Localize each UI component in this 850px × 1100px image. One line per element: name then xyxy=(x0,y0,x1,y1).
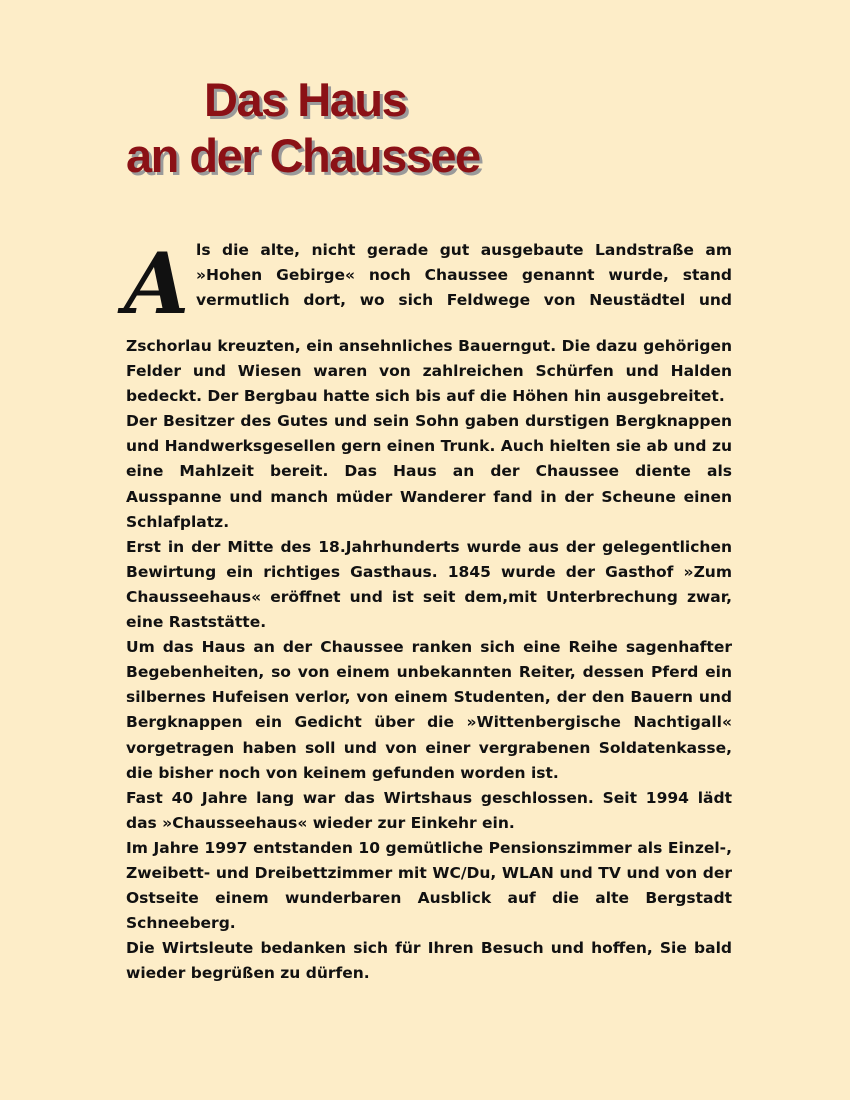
paragraph-2: Der Besitzer des Gutes und sein Sohn gaben durstigen Bergknappen und Handwerksgesellen gern einen Trunk. Auch hielten sie ab und zu eine Mahlzeit bereit. Das Haus an der Chaussee diente als Ausspanne und manch müder Wanderer fand in der Scheune einen Schlafplatz. xyxy=(126,412,732,531)
paragraph-6: Im Jahre 1997 entstanden 10 gemütliche Pensionszimmer als Einzel-, Zweibett- und Dreibettzimmer mit WC/Du, WLAN und TV und von der Ostseite einem wunderbaren Ausblick auf die alte Bergstadt Schneeberg. xyxy=(126,838,732,933)
drop-cap: A xyxy=(124,234,190,333)
paragraph-5: Fast 40 Jahre lang war das Wirtshaus geschlossen. Seit 1994 lädt das »Chausseehaus« wieder zur Einkehr ein. xyxy=(126,788,732,832)
page-title xyxy=(0,72,850,184)
paragraph-7: Die Wirtsleute bedanken sich für Ihren Besuch und hoffen, Sie bald wieder begrüßen zu dürfen. xyxy=(126,939,732,983)
intro-paragraph: ls die alte, nicht gerade gut ausgebaute Landstraße am »Hohen Gebirge« noch Chaussee genannt wurde, stand vermutlich dort, wo sich Feldwege von Neustädtel und xyxy=(196,241,732,309)
paragraph-3: Erst in der Mitte des 18.Jahrhunderts wurde aus der gelegentlichen Bewirtung ein richtiges Gasthaus. 1845 wurde der Gasthof »Zum Chausseehaus« eröffnet und ist seit dem,mit Unterbrechung zwar, eine Raststätte. xyxy=(126,537,732,632)
body-text xyxy=(126,334,732,986)
title-line-1: Das Haus xyxy=(204,73,407,126)
intro-block xyxy=(124,234,732,333)
title-line-2: an der Chaussee xyxy=(126,129,480,182)
paragraph-1: Zschorlau kreuzten, ein ansehnliches Bauerngut. Die dazu gehörigen Felder und Wiesen waren von zahlreichen Schürfen und Halden bedeckt. Der Bergbau hatte sich bis auf die Höhen hin ausgebreitet. xyxy=(126,337,732,406)
paragraph-4: Um das Haus an der Chaussee ranken sich eine Reihe sagenhafter Begebenheiten, so von einem unbekannten Reiter, dessen Pferd ein silbernes Hufeisen verlor, von einem Studenten, der den Bauern und Bergknappen ein Gedicht über die »Wittenbergische Nachtigall« vorgetragen haben soll und von einer vergrabenen Soldatenkasse, die bisher noch von keinem gefunden worden ist. xyxy=(126,638,732,782)
